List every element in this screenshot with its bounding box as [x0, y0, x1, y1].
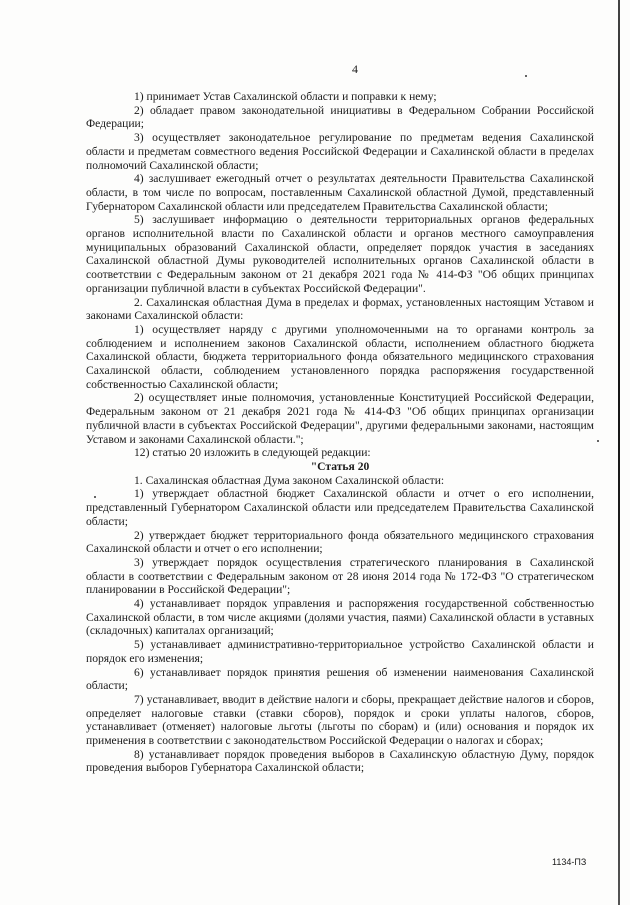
scan-edge-line	[618, 0, 620, 905]
paragraph: 1) осуществляет наряду с другими уполномоченными на то органами контроль за соблюдением и исполнением законов Сахалинской области, исполнением областного бюджета Сахалинской области, бюджета территориального фонда обязательного медицинского страхования Сахалинской области, соблюдением установленного порядка распоряжения государственной собственностью Сахалинской области;	[86, 322, 594, 391]
paragraph: 8) устанавливает порядок проведения выборов в Сахалинскую областную Думу, порядок проведения выборов Губернатора Сахалинской области;	[86, 747, 594, 775]
paragraph: 2) утверждает бюджет территориального фонда обязательного медицинского страхования Сахалинской области и отчет о его исполнении;	[86, 528, 594, 556]
document-code: 1134-ПЗ	[552, 857, 587, 867]
paragraph: 3) утверждает порядок осуществления стратегического планирования в Сахалинской области в соответствии с Федеральным законом от 28 июня 2014 года № 172-ФЗ "О стратегическом планировании в Российской Федерации";	[86, 555, 594, 597]
paragraph: 1. Сахалинская областная Дума законом Сахалинской области:	[134, 473, 445, 487]
paragraph: 1) принимает Устав Сахалинской области и поправки к нему;	[134, 90, 437, 103]
paragraph: 1) утверждает областной бюджет Сахалинской области и отчет о его исполнении, представленный Губернатором Сахалинской области или председателем Правительства Сахалинской области;	[86, 487, 594, 528]
page-number: 4	[352, 62, 358, 76]
paragraph: 3) осуществляет законодательное регулирование по предметам ведения Сахалинской области и предметам совместного ведения Российской Федерации и Сахалинской области в пределах полномочий Сахалинской области;	[86, 131, 594, 172]
paragraph: 7) устанавливает, вводит в действие налоги и сборы, прекращает действие налогов и сборов, определяет налоговые ставки (ставки сборов), порядок и сроки уплаты налогов, сборов, устанавливает (отменяет) налоговые льготы (льготы по сборам) и (или) основания и порядок их применения в соответствии с законодательством Российской Федерации о налогах и сборах;	[86, 692, 594, 748]
paragraph: 2. Сахалинская областная Дума в пределах и формах, установленных настоящим Уставом и законами Сахалинской области:	[86, 295, 594, 323]
paragraph: 5) заслушивает информацию о деятельности территориальных органов федеральных органов исполнительной власти по Сахалинской области и органов местного самоуправления муниципальных образований Сахалинской области, определяет порядок участия в заседаниях Сахалинской областной Думы руководителей исполнительных органов Сахалинской области в соответствии с Федеральным законом от 21 декабря 2021 года № 414-ФЗ "Об общих принципах организации публичной власти в субъектах Российской Федерации".	[86, 213, 594, 295]
document-body	[86, 90, 594, 775]
paragraph: 6) устанавливает порядок принятия решения об изменении наименования Сахалинской области;	[86, 665, 594, 693]
scan-speck	[597, 440, 599, 442]
article-heading: "Статья 20	[310, 459, 370, 473]
paragraph: 4) заслушивает ежегодный отчет о результатах деятельности Правительства Сахалинской области, в том числе по вопросам, поставленным Сахалинской областной Думой, представленный Губернатором Сахалинской области или председателем Правительства Сахалинской области;	[86, 172, 594, 213]
paragraph: 2) осуществляет иные полномочия, установленные Конституцией Российской Федерации, Федеральным законом от 21 декабря 2021 года № 414-ФЗ "Об общих принципах организации публичной власти в субъектах Российской Федерации", другими федеральными законами, настоящим Уставом и законами Сахалинской области.";	[86, 391, 594, 446]
scan-speck	[525, 75, 527, 77]
paragraph: 12) статью 20 изложить в следующей редакции:	[134, 446, 371, 460]
paragraph: 2) обладает правом законодательной инициативы в Федеральном Собрании Российской Федерации;	[86, 103, 594, 131]
paragraph: 5) устанавливает административно-территориальное устройство Сахалинской области и порядок его изменения;	[86, 638, 594, 665]
paragraph: 4) устанавливает порядок управления и распоряжения государственной собственностью Сахалинской области, в том числе акциями (долями участия, паями) Сахалинской области в уставных (складочных) капиталах организаций;	[86, 597, 594, 638]
